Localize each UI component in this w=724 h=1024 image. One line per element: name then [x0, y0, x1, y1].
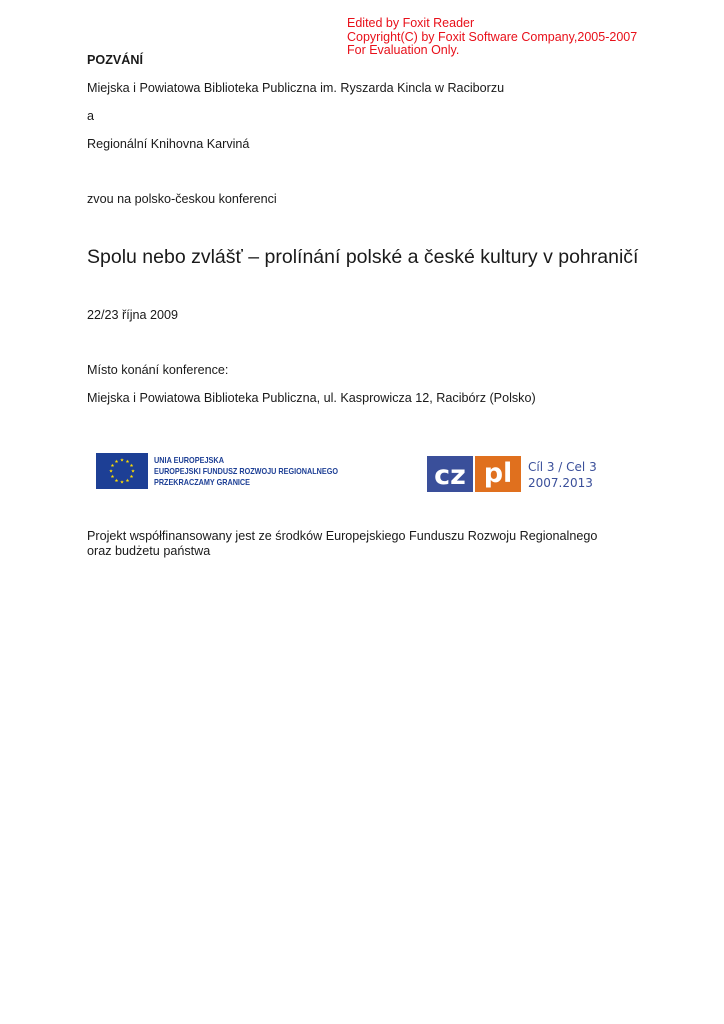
watermark-line-1: Edited by Foxit Reader	[347, 16, 475, 30]
cz-text: cz	[434, 460, 466, 491]
organizer-czech-library: Regionální Knihovna Karviná	[87, 137, 250, 151]
eu-text-line-2: EUROPEJSKI FUNDUSZ ROZWOJU REGIONALNEGO	[154, 467, 339, 476]
pl-text: pl	[483, 458, 513, 489]
invitation-text: zvou na polsko-českou konferenci	[87, 192, 277, 206]
funding-note-line-2: oraz budżetu państwa	[87, 544, 211, 558]
document-heading: POZVÁNÍ	[87, 53, 143, 67]
eu-logo	[96, 453, 356, 489]
years-text: 2007.2013	[528, 476, 593, 490]
organizer-polish-library: Miejska i Powiatowa Biblioteka Publiczna im. Ryszarda Kincla w Raciborzu	[87, 81, 505, 95]
eu-text-line-3: PRZEKRACZAMY GRANICE	[154, 478, 251, 487]
eu-text-line-1: UNIA EUROPEJSKA	[154, 456, 225, 465]
funding-note-line-1: Projekt współfinansowany jest ze środków Europejskiego Funduszu Rozwoju Regionalnego	[87, 529, 598, 543]
czpl-logo	[427, 456, 607, 492]
funding-note	[87, 529, 597, 559]
venue-address: Miejska i Powiatowa Biblioteka Publiczna, ul. Kasprowicza 12, Racibórz (Polsko)	[87, 391, 536, 405]
conference-date: 22/23 října 2009	[87, 308, 179, 322]
venue-label: Místo konání konference:	[87, 363, 229, 377]
conjunction-text: a	[87, 109, 95, 123]
foxit-watermark	[347, 17, 637, 58]
conference-title: Spolu nebo zvlášť – prolínání polské a české kultury v pohraničí	[87, 246, 639, 268]
watermark-line-3: For Evaluation Only.	[347, 43, 460, 57]
watermark-line-2: Copyright(C) by Foxit Software Company,2005-2007	[347, 29, 638, 44]
cil-cel-text: Cíl 3 / Cel 3	[528, 460, 597, 474]
